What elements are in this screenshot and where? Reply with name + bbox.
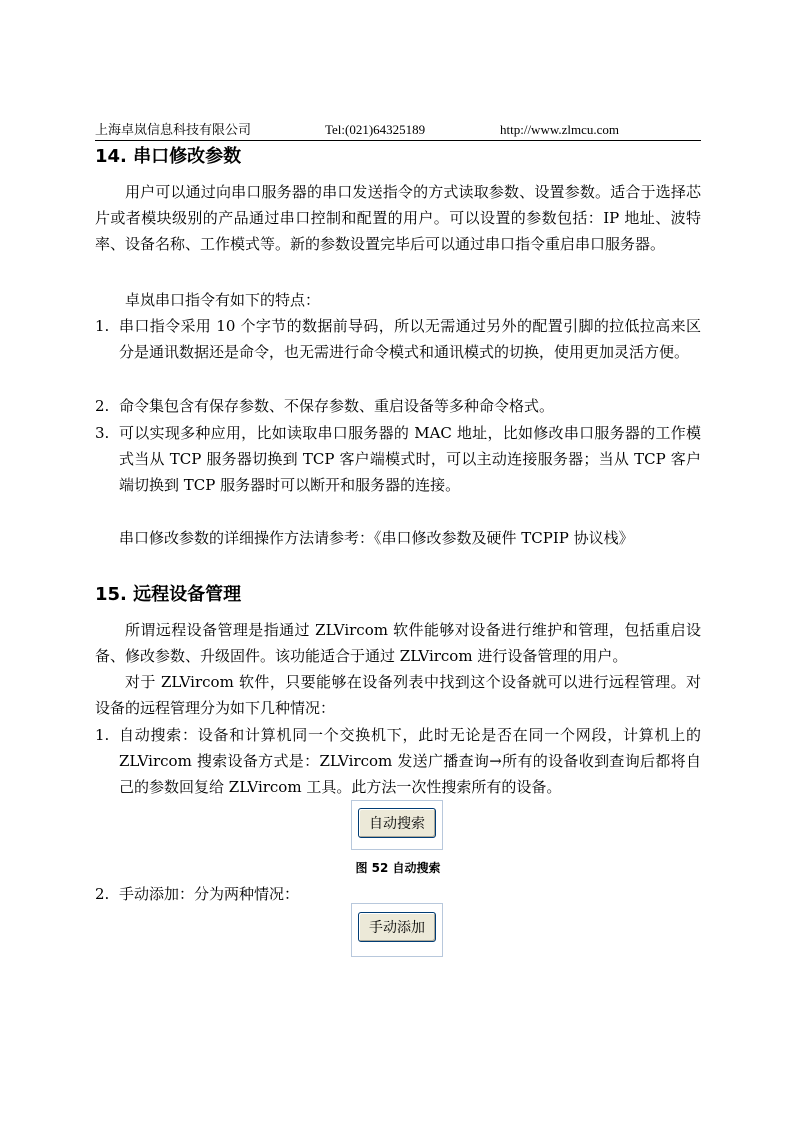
list-text: 命令集包含有保存参数、不保存参数、重启设备等多种命令格式。 — [119, 397, 555, 415]
section-15-title: 15. 远程设备管理 — [95, 584, 242, 605]
list-item — [95, 722, 701, 800]
list-item — [95, 313, 701, 365]
figure-caption: 图 52 自动搜索 — [355, 861, 441, 875]
list-item — [95, 420, 701, 498]
section-14-reference: 串口修改参数的详细操作方法请参考：《串口修改参数及硬件 TCPIP 协议栈》 — [119, 529, 634, 547]
list-text: 串口指令采用 10 个字节的数据前导码，所以无需通过另外的配置引脚的拉低拉高来区分是通讯数据还是命令，也无需进行命令模式和通讯模式的切换，使用更加灵活方便。 — [119, 317, 701, 361]
list-text: 自动搜索：设备和计算机同一个交换机下，此时无论是否在同一个网段，计算机上的 ZLVircom 搜索设备方式是：ZLVircom 发送广播查询→所有的设备收到查询后都将自己的参数回复给 ZLVircom 工具。此方法一次性搜索所有的设备。 — [119, 726, 701, 796]
page-header — [95, 122, 701, 141]
list-item — [95, 393, 701, 419]
list-number: 1. — [95, 726, 110, 744]
section-15-intro-2: 对于 ZLVircom 软件，只要能够在设备列表中找到这个设备就可以进行远程管理。对设备的远程管理分为如下几种情况： — [95, 673, 701, 717]
list-number: 1. — [95, 317, 110, 335]
header-tel: Tel:(021)64325189 — [325, 122, 426, 137]
section-14-features-lead: 卓岚串口指令有如下的特点： — [125, 291, 321, 309]
header-company: 上海卓岚信息科技有限公司 — [95, 122, 252, 137]
list-number: 3. — [95, 424, 110, 442]
section-15-intro: 所谓远程设备管理是指通过 ZLVircom 软件能够对设备进行维护和管理，包括重启设备、修改参数、升级固件。该功能适合于通过 ZLVircom 进行设备管理的用户。 — [95, 621, 701, 665]
manual-add-button[interactable]: 手动添加 — [358, 912, 436, 942]
list-text: 可以实现多种应用，比如读取串口服务器的 MAC 地址，比如修改串口服务器的工作模式当从 TCP 服务器切换到 TCP 客户端模式时，可以主动连接服务器；当从 TCP 客户端切换到 TCP 服务器时可以断开和服务器的连接。 — [119, 424, 701, 494]
list-text: 手动添加：分为两种情况： — [119, 885, 300, 903]
list-number: 2. — [95, 397, 110, 415]
auto-search-button[interactable]: 自动搜索 — [358, 808, 436, 838]
section-14-title: 14. 串口修改参数 — [95, 146, 242, 167]
section-14-intro: 用户可以通过向串口服务器的串口发送指令的方式读取参数、设置参数。适合于选择芯片或者模块级别的产品通过串口控制和配置的用户。可以设置的参数包括：IP 地址、波特率、设备名称、工作模式等。新的参数设置完毕后可以通过串口指令重启串口服务器。 — [95, 183, 701, 253]
header-url: http://www.zlmcu.com — [500, 122, 620, 137]
list-number: 2. — [95, 885, 110, 903]
